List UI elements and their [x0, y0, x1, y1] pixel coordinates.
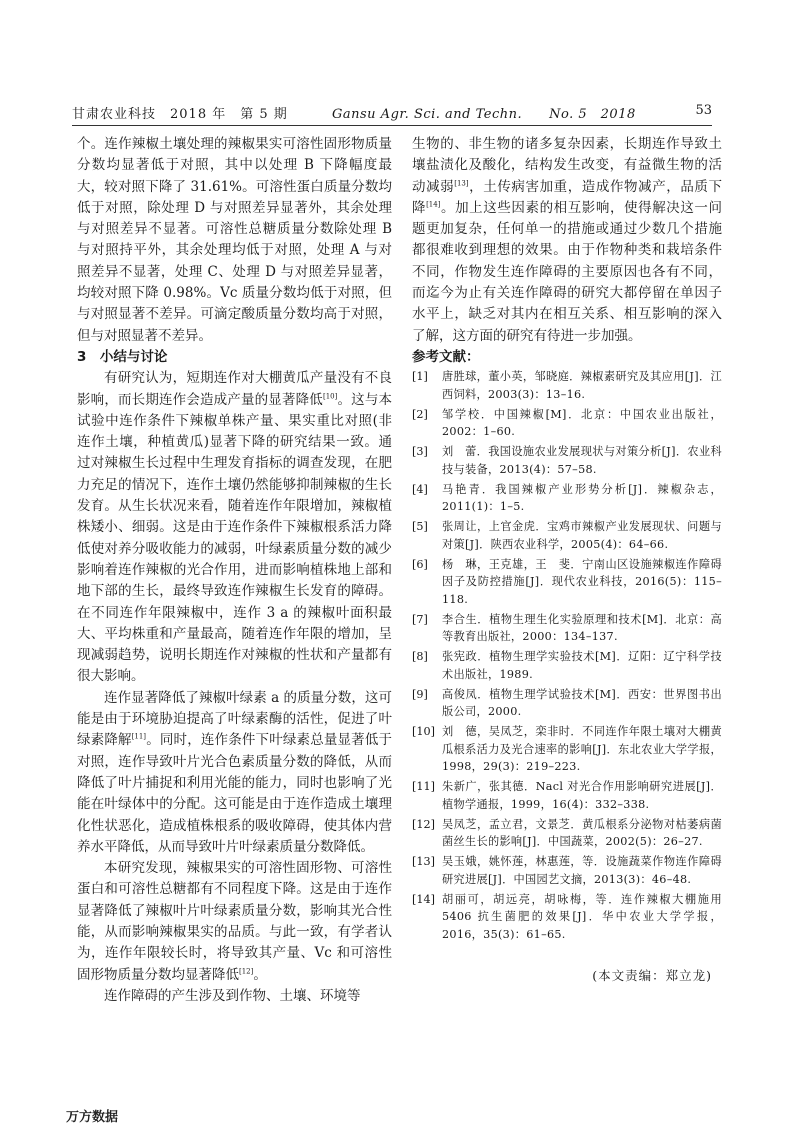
citation: [14] — [426, 200, 441, 209]
reference-text: 吴玉娥，姚怀莲，林惠莲，等．设施蔬菜作物连作障碍研究进展[J]．中国园艺文摘，2013(3)：46–48. — [442, 855, 722, 886]
reference-text: 马艳青．我国辣椒产业形势分析[J]．辣椒杂志，2011(1)：1–5. — [442, 482, 722, 514]
journal-name-en: Gansu Agr. Sci. and Techn. No. 5 2018 — [332, 107, 636, 122]
reference-number: [3] — [412, 445, 428, 459]
reference-number: [13] — [412, 855, 435, 869]
paragraph: 个。连作辣椒土壤处理的辣椒果实可溶性固形物质量分数均显著低于对照，其中以处理 B 下降幅度最大，较对照下降了 31.61%。可溶性蛋白质量分数均低于对照，除处理 D 与对照差异显著外，其余处理与对照差异不显著。可溶性总糖质量分数除处理 B 与对照持平外，其余处理均低于对照，处理 A 与对照差异不显著，处理 C、处理 D 与对照差异显著，均较对照下降 0.98%。Vc 质量分数均低于对照，但与对照显著不差异。可滴定酸质量分数均高于对照，但与对照显著不差异。 — [77, 136, 392, 344]
paragraph-text: 本研究发现，辣椒果实的可溶性固形物、可溶性蛋白和可溶性总糖都有不同程度下降。这是由于连作显著降低了辣椒叶片叶绿素质量分数，影响其光合性能，从而影响辣椒果实的品质。与此一致，有学者认为，连作年限较长时，将导致其产量、Vc 和可溶性固形物质量分数均显著降低 — [77, 860, 392, 983]
reference-item — [412, 648, 722, 683]
reference-item — [412, 853, 722, 888]
paragraph — [77, 368, 392, 687]
right-column — [412, 134, 722, 987]
reference-number: [6] — [412, 557, 428, 571]
watermark-text: 万方数据 — [66, 1110, 119, 1125]
reference-item — [412, 778, 722, 813]
paragraph-text: 。加上这些因素的相互影响，使得解决这一问题更加复杂，任何单一的措施或通过少数几个措施都很难收到理想的效果。由于作物种类和栽培条件不同，作物发生连作障碍的主要原因也各有不同，而迄今为止有关连作障碍的研究大都停留在单因子水平上，缺乏对其内在相互关系、相互影响的深入了解，这方面的研究有待进一步加强。 — [412, 199, 723, 344]
citation: [13] — [454, 179, 469, 188]
paragraph — [77, 688, 392, 858]
citation: [10] — [322, 392, 338, 401]
left-column — [77, 134, 392, 1007]
reference-text: 邹学校．中国辣椒[M]．北京：中国农业出版社，2002：1–60. — [442, 407, 722, 439]
journal-name-cn: 甘肃农业科技 2018 年 第 5 期 — [72, 107, 288, 122]
header-rule — [72, 125, 712, 126]
reference-text: 胡丽可，胡远亮，胡咏梅，等．连作辣椒大棚施用5406 抗生菌肥的效果[J]．华中农业大学学报，2016，35(3)：61–65. — [442, 892, 722, 941]
reference-text: 吴凤芝，孟立君，文景芝．黄瓜根系分泌物对枯萎病菌菌丝生长的影响[J]．中国蔬菜，2002(5)：26–27. — [442, 817, 722, 849]
reference-number: [5] — [412, 520, 428, 534]
paragraph-text: 。 — [253, 966, 267, 983]
reference-number: [11] — [412, 780, 435, 794]
reference-number: [8] — [412, 650, 428, 664]
citation: [11] — [131, 732, 147, 741]
reference-number: [7] — [412, 612, 428, 626]
editor-credit: (本文责编：郑立龙) — [592, 968, 712, 984]
reference-text: 李合生．植物生理生化实验原理和技术[M]．北京：高等教育出版社，2000：134–137. — [442, 612, 722, 644]
paragraph-text: 连作显著降低了辣椒叶绿素 a 的质量分数，这可能是由于环境胁迫提高了叶绿素酶的活性，促进了叶绿素降解 — [77, 689, 392, 749]
reference-text: 唐胜球，董小英，邹晓庭．辣椒素研究及其应用[J]．江西饲料，2003(3)：13–16. — [442, 370, 722, 401]
paragraph: 连作障碍的产生涉及到作物、土壤、环境等 — [104, 987, 361, 1004]
reference-number: [10] — [412, 725, 435, 739]
reference-item — [412, 368, 722, 403]
reference-text: 刘 蕾．我国设施农业发展现状与对策分析[J]．农业科技与装备，2013(4)：57–58. — [442, 445, 722, 476]
reference-text: 刘 德，吴凤芝，栾非时．不同连作年限土壤对大棚黄瓜根系活力及光合速率的影响[J]．东北农业大学学报，1998，29(3)：219–223. — [442, 725, 722, 774]
reference-item — [412, 443, 722, 478]
paragraph-text: ，土传病害加重，造成作物减产，品质下降 — [412, 178, 723, 216]
reference-item — [412, 518, 722, 553]
reference-number: [12] — [412, 817, 435, 831]
paragraph — [77, 858, 392, 986]
running-header — [72, 103, 712, 123]
reference-item — [412, 611, 722, 646]
reference-list — [412, 368, 722, 943]
reference-text: 张宪政．植物生理学实验技术[M]．辽阳：辽宁科学技术出版社，1989. — [442, 650, 722, 681]
reference-text: 朱新广，张其德．Nacl 对光合作用影响研究进展[J]．植物学通报，1999，16(4)：332–338. — [442, 780, 722, 811]
paragraph-text: 有研究认为，短期连作对大棚黄瓜产量没有不良影响，而长期连作会造成产量的显著降低 — [77, 370, 392, 408]
paragraph-text: 。同时，连作条件下叶绿素总量显著低于对照，连作导致叶片光合色素质量分数的降低，从而降低了叶片捕捉和利用光能的能力，同时也影响了光能在叶绿体中的分配。这可能是由于连作造成土壤理化性状恶化，造成植株根系的吸收障碍，使其体内营养水平降低，从而导致叶片叶绿素质量分数降低。 — [77, 732, 393, 855]
reference-number: [4] — [412, 482, 428, 496]
reference-number: [1] — [412, 370, 428, 384]
reference-number: [9] — [412, 687, 428, 701]
reference-item — [412, 406, 722, 441]
paragraph-text: 生物的、非生物的诸多复杂因素，长期连作导致土壤盐渍化及酸化，结构发生改变，有益微生物的活动减弱 — [412, 136, 722, 195]
reference-number: [14] — [412, 892, 435, 906]
reference-item — [412, 723, 722, 776]
reference-item — [412, 891, 722, 944]
reference-item — [412, 556, 722, 609]
reference-text: 高俊凤．植物生理学试验技术[M]．西安：世界图书出版公司，2000. — [442, 687, 722, 719]
page-number: 53 — [695, 103, 712, 118]
citation: [12] — [239, 967, 254, 976]
reference-item — [412, 686, 722, 721]
paragraph-text: 。这与本试验中连作条件下辣椒单株产量、果实重比对照(非连作土壤，种植黄瓜)显著下降的研究结果一致。通过对辣椒生长过程中生理发育指标的调查发现，在肥力充足的情况下，连作土壤仍然能够抑制辣椒的生长发育。从生长状况来看，随着连作年限增加，辣椒植株矮小、细弱。这是由于连作条件下辣椒根系活力降低使对养分吸收能力的减弱，叶绿素质量分数的减少影响着连作辣椒的光合作用，进而影响植株地上部和地下部的生长，最终导致连作辣椒生长发育的障碍。在不同连作年限辣椒中，连作 3 a 的辣椒叶面积最大、平均株重和产量最高，随着连作年限的增加，呈现减弱趋势，说明长期连作对辣椒的性状和产量都有很大影响。 — [77, 391, 393, 685]
reference-text: 杨 琳，王克雄，王 斐．宁南山区设施辣椒连作障碍因子及防控措施[J]．现代农业科技，2016(5)：115–118. — [442, 557, 722, 606]
reference-number: [2] — [412, 407, 428, 421]
paragraph — [412, 134, 722, 347]
reference-item — [412, 481, 722, 516]
reference-text: 张周让，上官金虎．宝鸡市辣椒产业发展现状、问题与对策[J]．陕西农业科学，2005(4)：64–66. — [442, 520, 722, 551]
reference-item — [412, 816, 722, 851]
references-heading: 参考文献： — [412, 348, 480, 365]
section-heading: 3 小结与讨论 — [77, 348, 168, 365]
